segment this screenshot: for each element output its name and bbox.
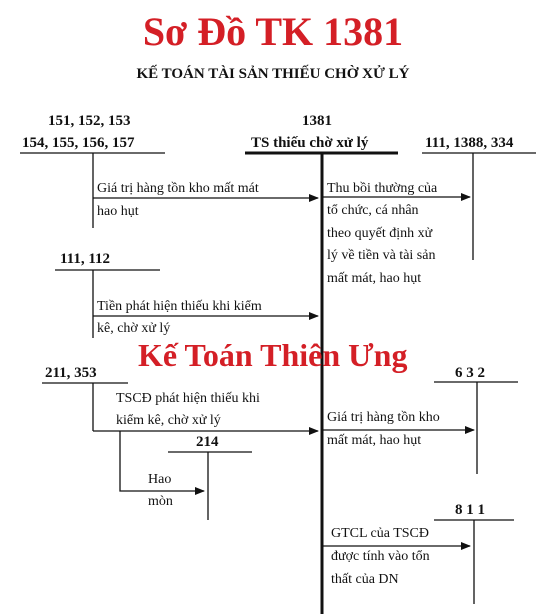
entry-depreciation-1: Hao <box>148 472 172 487</box>
entry-residual-value-3: thất của DN <box>331 572 399 587</box>
entry-inventory-loss-1: Giá trị hàng tồn kho mất mát <box>97 181 259 196</box>
account-fixed-assets: 211, 353 <box>45 365 97 381</box>
entry-fixed-asset-shortage-2: kiểm kê, chờ xử lý <box>116 413 221 428</box>
entry-depreciation-2: mòn <box>148 494 173 509</box>
entry-cash-shortage-1: Tiền phát hiện thiếu khi kiểm <box>97 299 262 314</box>
entry-residual-value-1: GTCL của TSCĐ <box>331 526 429 541</box>
diagram-title: Sơ Đồ TK 1381 <box>142 9 404 54</box>
entry-compensation-1: Thu bồi thường của <box>327 181 438 196</box>
entry-cash-shortage-2: kê, chờ xử lý <box>97 321 171 336</box>
entry-inventory-to-cogs-2: mất mát, hao hụt <box>327 433 422 448</box>
entry-inventory-to-cogs-1: Giá trị hàng tồn kho <box>327 410 440 425</box>
entry-fixed-asset-shortage-1: TSCĐ phát hiện thiếu khi <box>116 391 260 406</box>
account-cogs: 6 3 2 <box>455 365 485 381</box>
account-inventory-line2: 154, 155, 156, 157 <box>22 135 135 151</box>
entry-compensation-3: theo quyết định xử <box>327 226 433 241</box>
entry-compensation-5: mất mát, hao hụt <box>327 271 422 286</box>
account-depreciation: 214 <box>196 434 219 450</box>
entry-inventory-loss-2: hao hụt <box>97 204 139 219</box>
watermark-text: Kế Toán Thiên Ưng <box>138 337 408 373</box>
account-center-number: 1381 <box>302 113 332 129</box>
account-inventory-line1: 151, 152, 153 <box>48 113 131 129</box>
diagram-subtitle: KẾ TOÁN TÀI SẢN THIẾU CHỜ XỬ LÝ <box>136 66 410 82</box>
entry-compensation-4: lý về tiền và tài sản <box>327 248 436 263</box>
account-right-top: 111, 1388, 334 <box>425 135 514 151</box>
entry-residual-value-2: được tính vào tổn <box>331 549 430 564</box>
account-center-name: TS thiếu chờ xử lý <box>251 135 369 151</box>
account-other-expense: 8 1 1 <box>455 502 485 518</box>
account-cash: 111, 112 <box>60 251 111 267</box>
entry-compensation-2: tổ chức, cá nhân <box>327 203 419 218</box>
